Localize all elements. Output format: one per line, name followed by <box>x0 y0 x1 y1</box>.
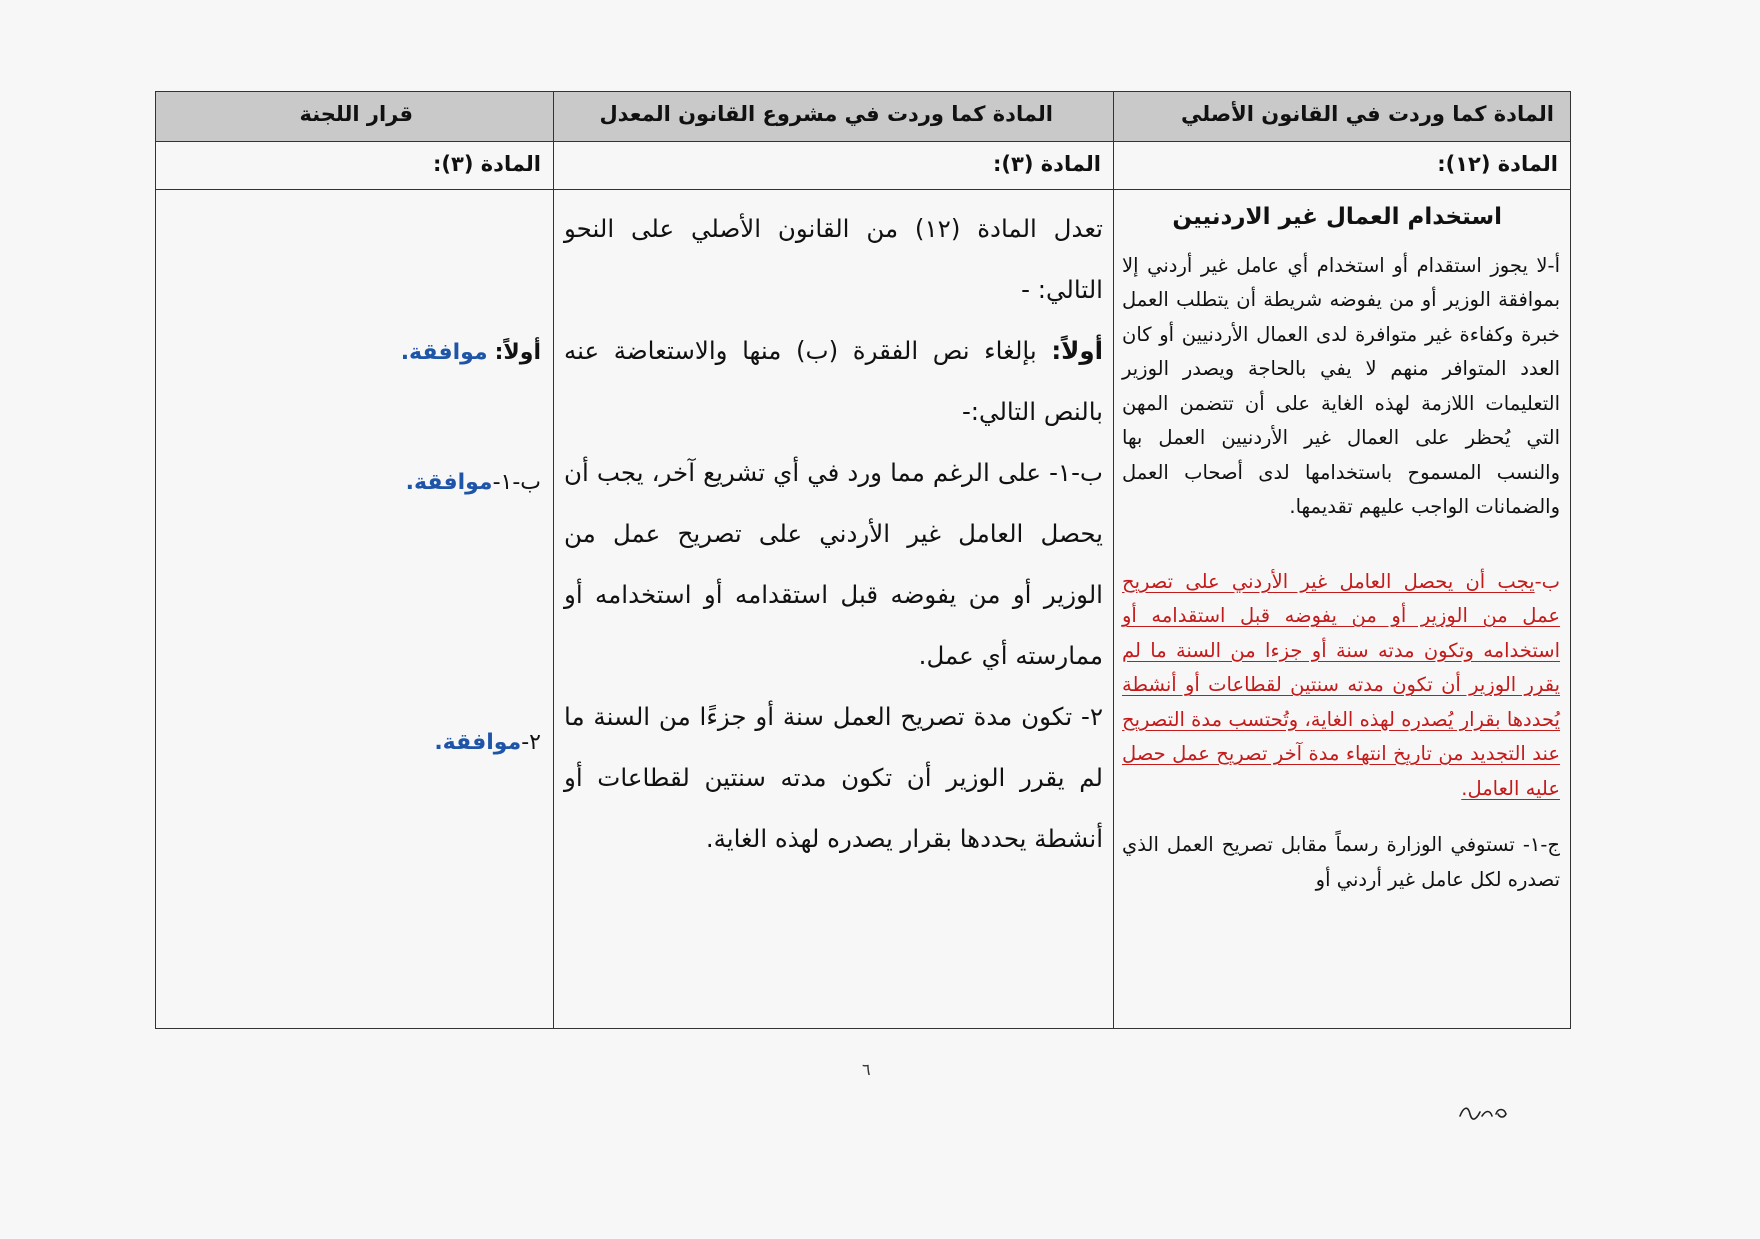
handwritten-signature-icon <box>1456 1098 1512 1124</box>
content-row <box>156 190 1571 1029</box>
original-para-a: أ-لا يجوز استقدام أو استخدام أي عامل غير أردني إلا بموافقة الوزير أو من يفوضه شريطة أن يتطلب العمل خبرة وكفاءة غير متوافرة لدى العمال الأردنيين أو كان العدد المتوافر منهم لا يفي بالحاجة ويصدر الوزير التعليمات اللازمة لهذه الغاية على أن تتضمن المهن التي يُحظر على العمال غير الأردنيين العمل بها والنسب المسموح باستخدامها لدى أصحاب العمل والضمانات الواجب عليهم تقديمها. <box>1122 253 1560 518</box>
amended-b1: ب-١- على الرغم مما ورد في أي تشريع آخر، يجب أن يحصل العامل غير الأردني على تصريح عمل من الوزير أو من يفوضه قبل استقدامه أو استخدامه أو ممارسته أي عمل. <box>564 458 1103 670</box>
decision-b1-value: موافقة. <box>405 470 493 495</box>
amended-first-label: أولاً: <box>1051 336 1103 365</box>
decision-b2 <box>434 730 541 755</box>
decision-b2-value: موافقة. <box>434 730 522 755</box>
amended-law-cell <box>554 190 1114 1029</box>
comparison-table <box>155 91 1571 1029</box>
header-decision: قرار اللجنة <box>156 92 554 142</box>
original-heading: استخدام العمال غير الاردنيين <box>1172 204 1502 230</box>
decision-cell <box>156 190 554 1029</box>
amended-intro: تعدل المادة (١٢) من القانون الأصلي على النحو التالي: - <box>564 214 1103 304</box>
decision-b1-label: ب-١- <box>492 470 541 495</box>
original-para-b-prefix: ب- <box>1534 569 1560 593</box>
article-decision: المادة (٣): <box>156 142 554 190</box>
page-number: ٦ <box>862 1060 871 1079</box>
original-law-cell <box>1114 190 1571 1029</box>
amended-first-text: بإلغاء نص الفقرة (ب) منها والاستعاضة عنه بالنص التالي:- <box>564 336 1103 426</box>
decision-b2-label: ٢- <box>521 730 541 755</box>
decision-b1 <box>406 470 541 495</box>
decision-first-value: موافقة. <box>400 340 488 365</box>
article-row <box>156 142 1571 190</box>
amended-first <box>564 320 1103 442</box>
decision-first <box>401 340 541 365</box>
original-para-b <box>1122 565 1560 807</box>
original-para-b-text: يجب أن يحصل العامل غير الأردني على تصريح عمل من الوزير أو من يفوضه قبل استقدامه أو استخدامه وتكون مدته سنة أو جزءا من السنة ما لم يقرر الوزير أن تكون مدته سنتين لقطاعات أو أنشطة يُحددها بقرار يُصدره لهذه الغاية، وتُحتسب مدة التصريح عند التجديد من تاريخ انتهاء مدة آخر تصريح عمل حصل عليه العامل. <box>1122 569 1560 800</box>
article-amended: المادة (٣): <box>554 142 1114 190</box>
article-original: المادة (١٢): <box>1114 142 1571 190</box>
header-amended: المادة كما وردت في مشروع القانون المعدل <box>554 92 1114 142</box>
header-row <box>156 92 1571 142</box>
amended-b2: ٢- تكون مدة تصريح العمل سنة أو جزءًا من السنة ما لم يقرر الوزير أن تكون مدته سنتين لقطاعات أو أنشطة يحددها بقرار يصدره لهذه الغاية. <box>564 702 1103 853</box>
header-original: المادة كما وردت في القانون الأصلي <box>1114 92 1571 142</box>
original-para-c: ج-١- تستوفي الوزارة رسماً مقابل تصريح العمل الذي تصدره لكل عامل غير أردني أو <box>1122 833 1560 891</box>
decision-first-label: أولاً: <box>494 340 541 365</box>
